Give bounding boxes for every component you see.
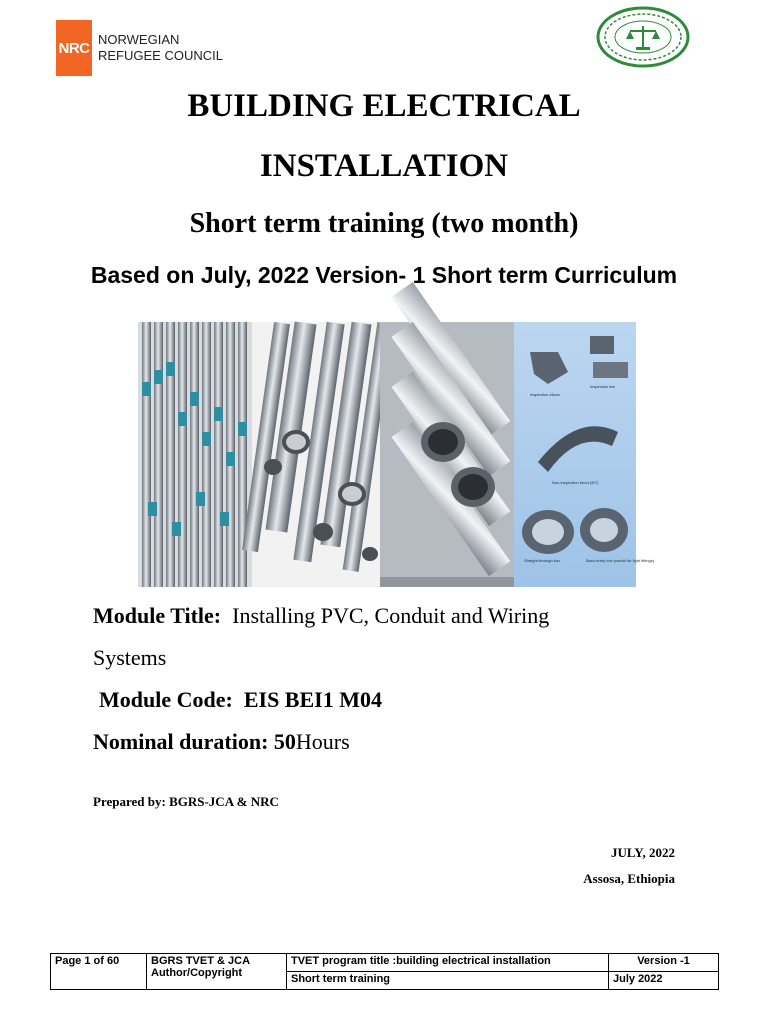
document-place: Assosa, Ethiopia [583,871,675,886]
footer-version: Version -1 [609,954,719,972]
photo-conduit-bundle [138,322,252,587]
module-title [93,603,549,629]
nrc-logo-text [98,32,223,64]
footer-author-line1: BGRS TVET & JCA [151,955,251,967]
document-date: JULY, 2022 [610,845,675,860]
module-code-value: EIS BEI1 M04 [243,687,382,712]
label-inspection-elbow: Inspection elbow [530,392,560,397]
photo-steel-pipes [242,321,393,587]
module-code [99,687,382,713]
footer-date: July 2022 [609,972,719,990]
footer-program-sub: Short term training [287,972,609,990]
photo-conduit-fittings [514,322,655,587]
label-straight-box: Straight-through box [524,558,561,563]
duration-value: 50 [273,729,296,754]
footer-row [51,954,719,972]
nominal-duration [93,729,350,755]
nrc-logo [56,20,223,76]
footer-page: Page 1 of 60 [51,954,147,990]
document-title-line1: BUILDING ELECTRICAL [187,88,581,124]
conduit-photo-collage [138,322,655,587]
page-footer [50,953,719,990]
module-code-label: Module Code: [99,687,233,712]
module-title-value: Installing PVC, Conduit and Wiring [232,603,550,628]
document-subtitle: Short term training (two month) [189,208,579,239]
photo-galvanized-pipes [380,282,514,587]
curriculum-basis: Based on July, 2022 Version- 1 Short term Curriculum [90,262,678,288]
nrc-logo-mark: NRC [56,20,92,76]
duration-unit: Hours [295,729,350,754]
footer-author-line2: Author/Copyright [151,967,243,979]
label-bend: Non-inspection bend (90°) [552,480,599,485]
document-title-line2: INSTALLATION [259,148,509,184]
nrc-logo-line2: REFUGEE COUNCIL [98,48,223,63]
footer-author [147,954,287,990]
footer-program-title: TVET program title :building electrical installation [287,954,609,972]
label-inspection-tee: Inspection tee [590,384,615,389]
nrc-logo-line1: NORWEGIAN [98,32,180,47]
government-seal-icon [596,6,690,68]
prepared-by: Prepared by: BGRS-JCA & NRC [93,794,279,809]
duration-label: Nominal duration: [93,729,269,754]
module-title-label: Module Title: [93,603,222,628]
module-title-continuation: Systems [93,645,167,670]
label-back-entry-box: Back-entry box (useful for light fittings) [586,558,655,563]
